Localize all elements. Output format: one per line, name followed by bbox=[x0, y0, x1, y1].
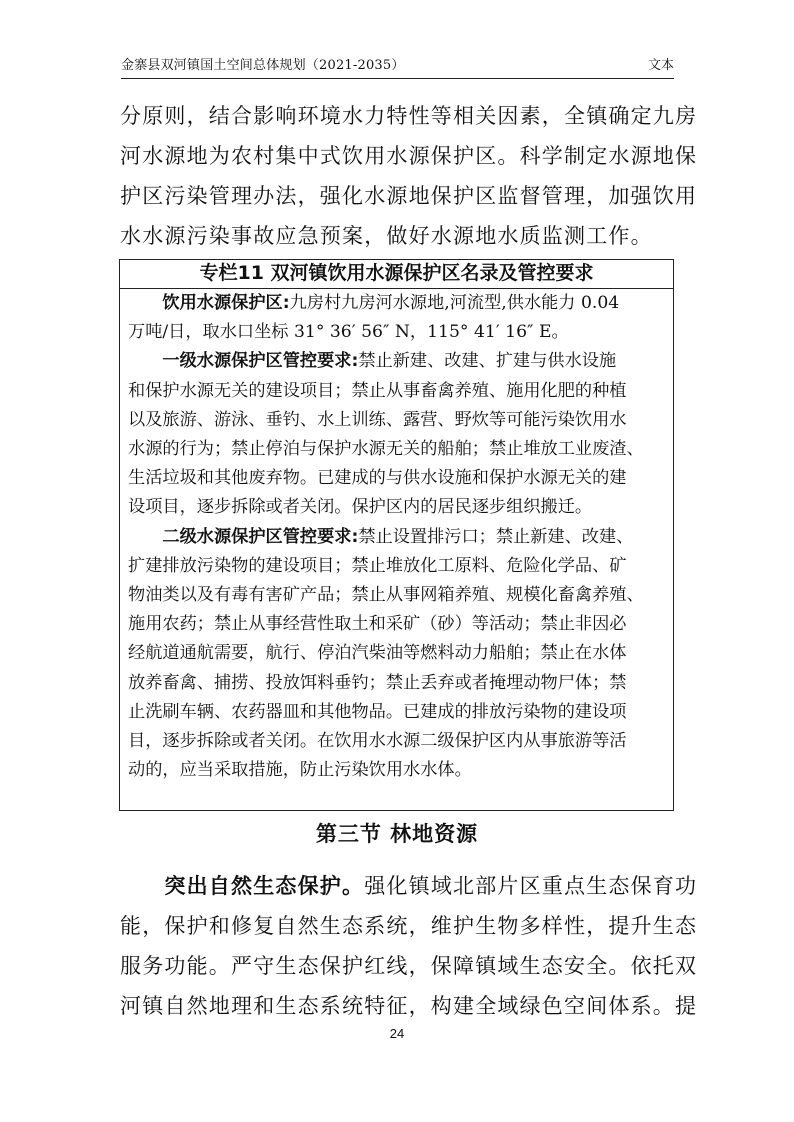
document-type: 文本 bbox=[647, 58, 674, 73]
column-box-title: 专栏11 双河镇饮用水源保护区名录及管控要求 bbox=[120, 260, 673, 289]
source-line bbox=[128, 289, 665, 318]
source-coordinates: 万吨/日，取水口坐标 31° 36′ 56″ N，115° 41′ 16″ E。 bbox=[128, 322, 569, 343]
column-box-body bbox=[128, 289, 665, 785]
paragraph-line: 服务功能。严守生态保护红线，保障镇域生态安全。依托双 bbox=[120, 954, 698, 978]
level2-line: 扩建排放污染物的建设项目；禁止堆放化工原料、危险化学品、矿 bbox=[128, 555, 627, 576]
level1-text: 禁止新建、改建、扩建与供水设施 bbox=[358, 351, 617, 372]
level2-line: 经航道通航需要，航行、停泊汽柴油等燃料动力船舶；禁止在水体 bbox=[128, 643, 627, 664]
level1-line: 生活垃圾和其他废弃物。已建成的与供水设施和保护水源无关的建 bbox=[128, 468, 627, 489]
column-box bbox=[119, 259, 674, 811]
level1-first-line bbox=[128, 347, 665, 376]
document-title: 金寨县双河镇国土空间总体规划（2021-2035） bbox=[121, 58, 405, 73]
level2-first-line bbox=[128, 523, 665, 552]
level2-line: 放养畜禽、捕捞、投放饵料垂钓；禁止丢弃或者掩埋动物尸体；禁 bbox=[128, 672, 627, 693]
level2-label: 二级水源保护区管控要求: bbox=[162, 526, 359, 547]
level1-label: 一级水源保护区管控要求: bbox=[162, 351, 359, 372]
level2-line: 施用农药；禁止从事经营性取土和采矿（砂）等活动；禁止非因必 bbox=[128, 614, 627, 635]
forest-paragraph bbox=[120, 866, 698, 1026]
source-label: 饮用水源保护区: bbox=[162, 293, 290, 313]
level1-line: 水源的行为；禁止停泊与保护水源无关的船舶；禁止堆放工业废渣、 bbox=[128, 439, 644, 460]
paragraph-line: 水水源污染事故应急预案，做好水源地水质监测工作。 bbox=[120, 224, 653, 248]
paragraph-line: 护区污染管理办法，强化水源地保护区监督管理，加强饮用 bbox=[120, 184, 698, 208]
paragraph-first-line bbox=[120, 866, 698, 906]
level2-line: 止洗刷车辆、农药器皿和其他物品。已建成的排放污染物的建设项 bbox=[128, 701, 627, 722]
intro-paragraph bbox=[120, 96, 698, 256]
level2-line: 动的，应当采取措施，防止污染饮用水水体。 bbox=[128, 760, 472, 781]
paragraph-line: 能，保护和修复自然生态系统，维护生物多样性，提升生态 bbox=[120, 914, 698, 938]
page-number: 24 bbox=[389, 1026, 405, 1041]
paragraph-text: 强化镇域北部片区重点生态保育功 bbox=[364, 874, 698, 898]
level2-text: 禁止设置排污口；禁止新建、改建、 bbox=[358, 526, 634, 547]
level2-line: 目，逐步拆除或者关闭。在饮用水水源二级保护区内从事旅游等活 bbox=[128, 731, 627, 752]
section-heading: 第三节 林地资源 bbox=[315, 822, 479, 846]
paragraph-lead: 突出自然生态保护。 bbox=[164, 874, 365, 898]
source-text: 九房村九房河水源地,河流型,供水能力 0.04 bbox=[289, 293, 620, 313]
level1-line: 和保护水源无关的建设项目；禁止从事畜禽养殖、施用化肥的种植 bbox=[128, 380, 627, 401]
paragraph-line: 河镇自然地理和生态系统特征，构建全域绿色空间体系。提 bbox=[120, 994, 698, 1018]
paragraph-line: 分原则，结合影响环境水力特性等相关因素，全镇确定九房 bbox=[120, 104, 698, 128]
level1-line: 以及旅游、游泳、垂钓、水上训练、露营、野炊等可能污染饮用水 bbox=[128, 409, 627, 430]
level2-line: 物油类以及有毒有害矿产品；禁止从事网箱养殖、规模化畜禽养殖、 bbox=[128, 585, 644, 606]
level1-line: 设项目，逐步拆除或者关闭。保护区内的居民逐步组织搬迁。 bbox=[128, 497, 593, 518]
page-header bbox=[121, 54, 674, 76]
paragraph-line: 河水源地为农村集中式饮用水源保护区。科学制定水源地保 bbox=[120, 144, 698, 168]
header-divider bbox=[121, 78, 674, 79]
